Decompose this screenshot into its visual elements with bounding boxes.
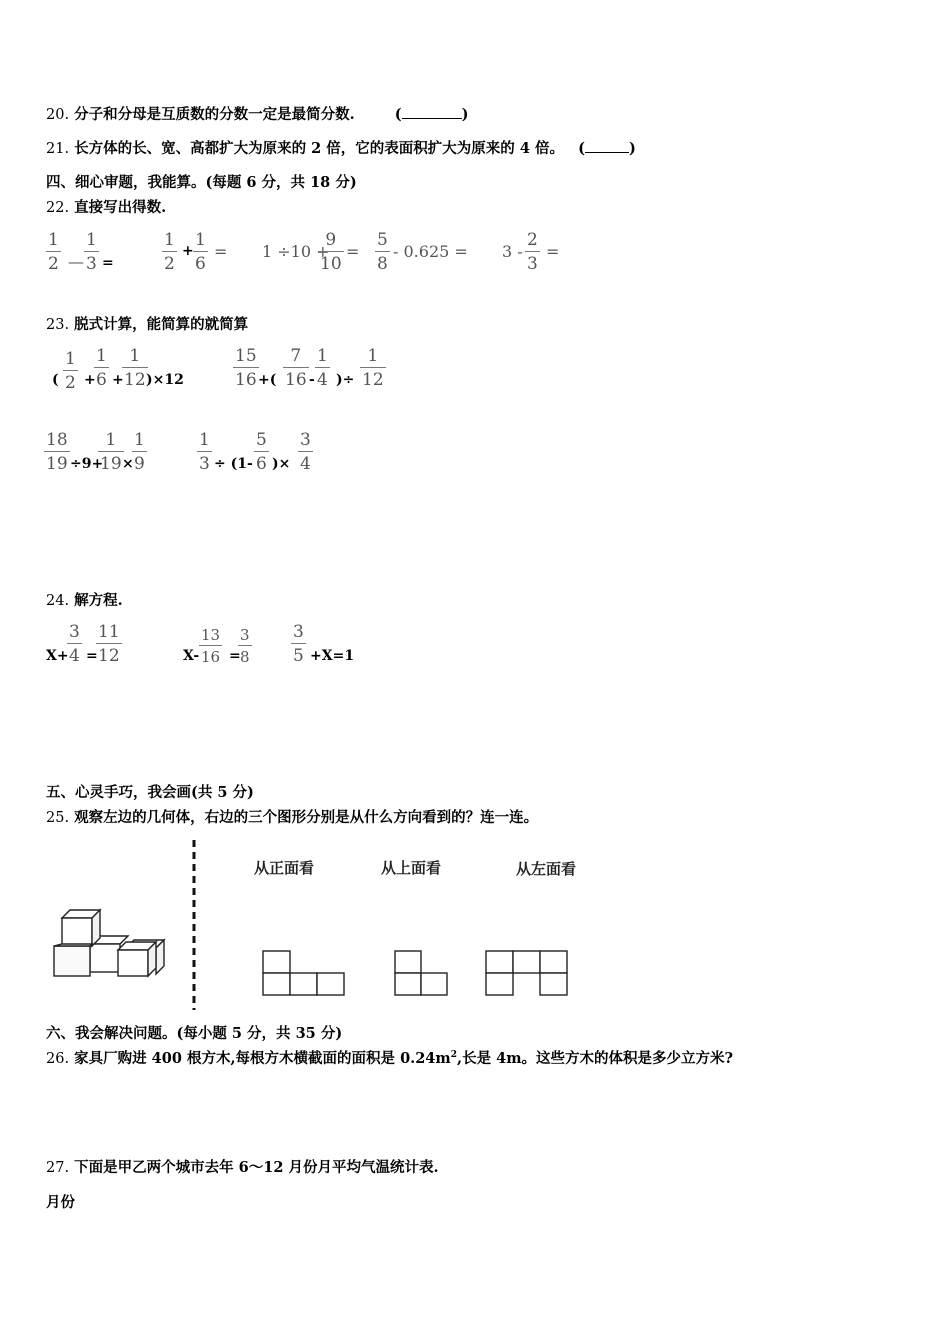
question-text: 直接写出得数. — [74, 199, 167, 216]
question-number: 24. — [46, 593, 70, 609]
equals: = — [86, 648, 98, 664]
question-25 — [46, 806, 538, 827]
question-text: 家具厂购进 400 根方木,每根方木横截面的面积是 0.24m — [74, 1050, 451, 1067]
operator: + — [112, 372, 124, 388]
equals: = — [102, 255, 114, 271]
operator: × — [122, 456, 134, 472]
fraction: 9 10 — [320, 230, 342, 274]
table-header-month: 月份 — [46, 1194, 75, 1211]
question-26 — [46, 1047, 733, 1068]
fraction: 2 3 — [527, 230, 538, 274]
view-shape-3[interactable] — [485, 950, 569, 998]
operator: ÷9+ — [70, 456, 104, 472]
view-shape-2[interactable] — [394, 950, 450, 998]
question-23 — [46, 313, 248, 334]
question-number: 23. — [46, 317, 70, 333]
fraction: 15 16 — [235, 346, 257, 390]
fraction: 18 19 — [46, 430, 68, 474]
fraction: 5 8 — [377, 230, 388, 274]
question-text: 长方体的长、宽、高都扩大为原来的 2 倍，它的表面积扩大为原来的 4 倍。 — [74, 140, 564, 157]
label-top-view: 从上面看 — [381, 859, 442, 877]
superscript: 2 — [450, 1050, 458, 1061]
section-title: 六、我会解决问题。(每小题 5 分，共 35 分) — [46, 1025, 343, 1042]
fraction: 1 19 — [100, 430, 122, 474]
question-20 — [46, 103, 469, 124]
fraction: 13 16 — [201, 626, 221, 666]
question-text: 观察左边的几何体，右边的三个图形分别是从什么方向看到的？连一连。 — [74, 809, 539, 826]
answer-paren[interactable]: ( ) — [394, 106, 469, 123]
question-number: 21. — [46, 141, 70, 157]
question-text: 分子和分母是互质数的分数一定是最简分数. — [74, 106, 355, 123]
section-title: 五、心灵手巧，我会画(共 5 分) — [46, 784, 254, 801]
question-number: 27. — [46, 1160, 70, 1176]
operator: )× — [272, 456, 291, 472]
fraction: 7 16 — [285, 346, 307, 390]
fraction: 1 12 — [362, 346, 384, 390]
operator: ÷ (1- — [214, 456, 253, 472]
paren: ( — [52, 372, 59, 388]
expression-text: 3 - — [502, 242, 523, 261]
fraction: 1 6 — [96, 346, 107, 390]
operator: + — [84, 372, 96, 388]
fraction: 1 12 — [124, 346, 146, 390]
question-number: 22. — [46, 200, 70, 216]
fraction: 1 4 — [317, 346, 328, 390]
question-text-cont: ,长是 4m。这些方木的体积是多少立方米? — [457, 1050, 734, 1067]
fraction: 1 2 — [48, 230, 59, 274]
expression-text: X+ — [46, 648, 69, 664]
fraction: 3 5 — [293, 622, 304, 666]
fraction: 1 3 — [86, 230, 97, 274]
expression-text: +X=1 — [310, 648, 355, 664]
dashed-divider — [190, 840, 198, 1010]
fraction: 1 2 — [164, 230, 175, 274]
label-left-view: 从左面看 — [516, 860, 577, 878]
label-front-view: 从正面看 — [254, 859, 315, 877]
question-text: 下面是甲乙两个城市去年 6～12 月份月平均气温统计表. — [74, 1159, 439, 1176]
operator: - — [309, 372, 315, 388]
operator: — — [68, 252, 84, 271]
fraction: 1 3 — [199, 430, 210, 474]
question-number: 20. — [46, 107, 70, 123]
expression-text: X- — [183, 648, 200, 664]
section-title: 四、细心审题，我能算。(每题 6 分，共 18 分) — [46, 174, 357, 191]
fraction: 1 2 — [65, 349, 76, 393]
question-text: 脱式计算，能简算的就简算 — [74, 316, 249, 333]
fraction: 3 4 — [69, 622, 80, 666]
view-shape-1[interactable] — [262, 950, 346, 998]
question-number: 26. — [46, 1051, 70, 1067]
fraction: 3 4 — [300, 430, 311, 474]
question-21 — [46, 137, 636, 158]
fraction: 1 6 — [195, 230, 206, 274]
equals: = — [546, 242, 560, 261]
question-number: 25. — [46, 810, 70, 826]
fraction: 11 12 — [98, 622, 120, 666]
expression-text: 1 ÷10 + — [262, 242, 330, 261]
cube-solid-figure — [44, 900, 174, 990]
question-text: 解方程. — [74, 592, 123, 609]
fraction: 1 9 — [134, 430, 145, 474]
operator: + — [182, 243, 194, 259]
expression-text: )×12 — [146, 372, 184, 388]
answer-paren[interactable]: ( ) — [578, 140, 636, 157]
question-22 — [46, 196, 166, 217]
fraction: 3 8 — [240, 626, 250, 666]
equals: = — [214, 242, 228, 261]
equals: = — [229, 648, 241, 664]
question-24 — [46, 589, 123, 610]
operator: +( — [258, 372, 277, 388]
equals: = — [346, 242, 360, 261]
fraction: 5 6 — [256, 430, 267, 474]
question-27 — [46, 1156, 439, 1177]
operator: )÷ — [336, 372, 355, 388]
expression-text: - 0.625 = — [393, 242, 468, 261]
